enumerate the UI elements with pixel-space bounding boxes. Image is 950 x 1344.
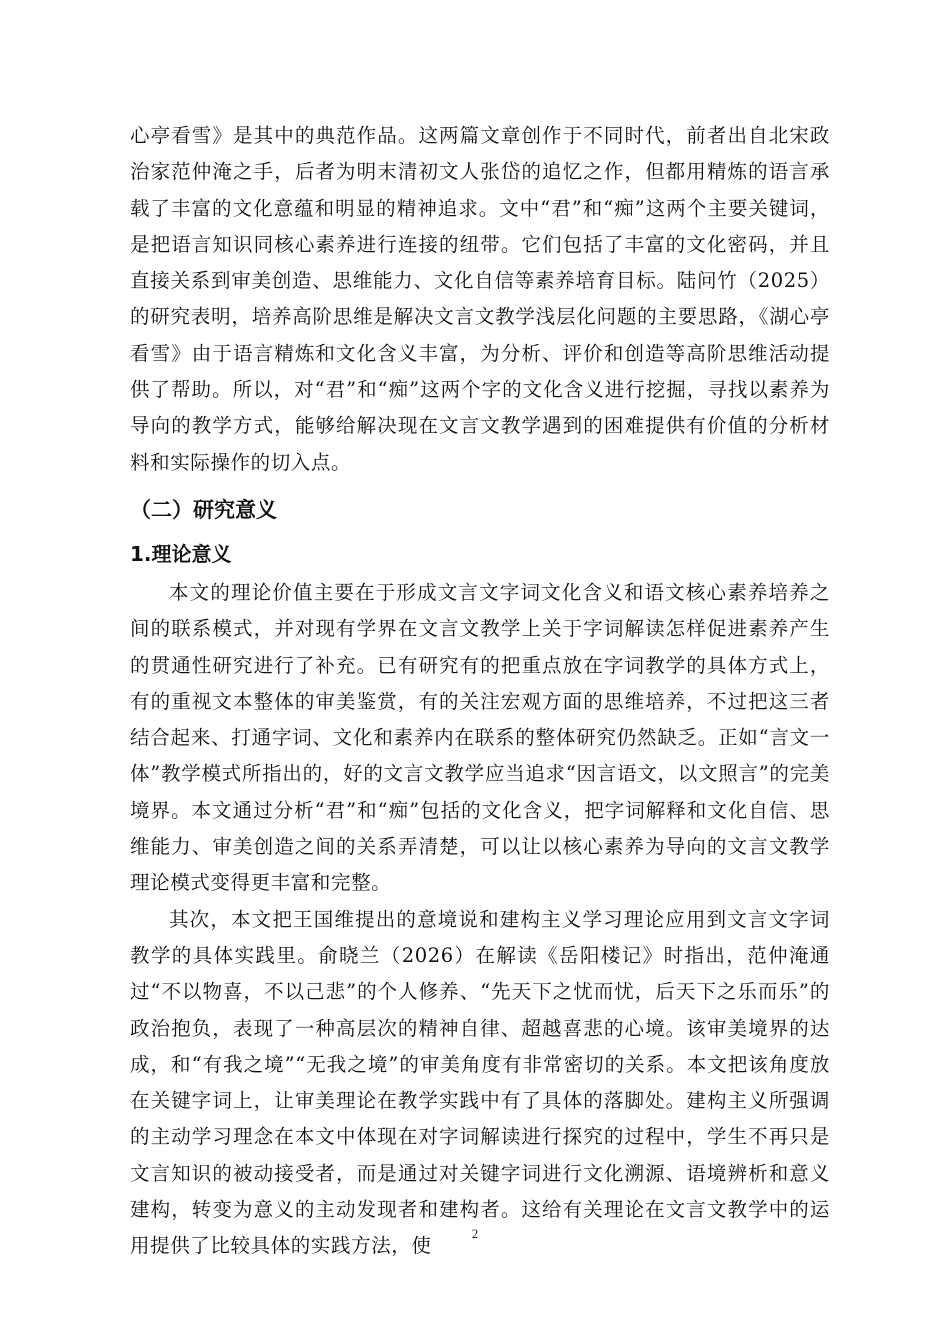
paragraph-theory-value: 本文的理论价值主要在于形成文言文字词文化含义和语文核心素养培养之间的联系模式，并对现有学界在文言文教学上关于字词解读怎样促进素养产生的贯通性研究进行了补充。已有研究有的把重点放在字词教学的具体方式上，有的重视文本整体的审美鉴赏，有的关注宏观方面的思维培养，不过把这三者结合起来、打通字词、文化和素养内在联系的整体研究仍然缺乏。正如“言文一体”教学模式所指出的，好的文言文教学应当追求“因言语文，以文照言”的完美境界。本文通过分析“君”和“痴”包括的文化含义，把字词解释和文化自信、思维能力、审美创造之间的关系弄清楚，可以让以核心素养为导向的文言文教学理论模式变得更丰富和完整。 xyxy=(130,580,830,895)
document-page xyxy=(130,118,830,1265)
paragraph-continued: 心亭看雪》是其中的典范作品。这两篇文章创作于不同时代，前者出自北宋政治家范仲淹之手，后者为明末清初文人张岱的追忆之作，但都用精炼的语言承载了丰富的文化意蕴和明显的精神追求。文中“君”和“痴”这两个主要关键词，是把语言知识同核心素养进行连接的纽带。它们包括了丰富的文化密码，并且直接关系到审美创造、思维能力、文化自信等素养培育目标。陆问竹（2025）的研究表明，培养高阶思维是解决文言文教学浅层化问题的主要思路，《湖心亭看雪》由于语言精炼和文化含义丰富，为分析、评价和创造等高阶思维活动提供了帮助。所以，对“君”和“痴”这两个字的文化含义进行挖掘，寻找以素养为导向的教学方式，能够给解决现在文言文教学遇到的困难提供有价值的分析材料和实际操作的切入点。 xyxy=(130,124,830,474)
section-heading: （二）研究意义 xyxy=(130,497,277,522)
paragraph-secondly: 其次，本文把王国维提出的意境说和建构主义学习理论应用到文言文字词教学的具体实践里。俞晓兰（2026）在解读《岳阳楼记》时指出，范仲淹通过“不以物喜，不以己悲”的个人修养、“先天下之忧而忧，后天下之乐而乐”的政治抱负，表现了一种高层次的精神自律、超越喜悲的心境。该审美境界的达成，和“有我之境”“无我之境”的审美角度有非常密切的关系。本文把该角度放在关键字词上，让审美理论在教学实践中有了具体的落脚处。建构主义所强调的主动学习理念在本文中体现在对字词解读进行探究的过程中，学生不再只是文言知识的被动接受者，而是通过对关键字词进行文化溯源、语境辨析和意义建构，转变为意义的主动发现者和建构者。这给有关理论在文言文教学中的运用提供了比较具体的实践方法，使 xyxy=(130,907,830,1258)
page-number: 2 xyxy=(471,1226,479,1241)
subsection-heading: 1.理论意义 xyxy=(130,541,232,566)
